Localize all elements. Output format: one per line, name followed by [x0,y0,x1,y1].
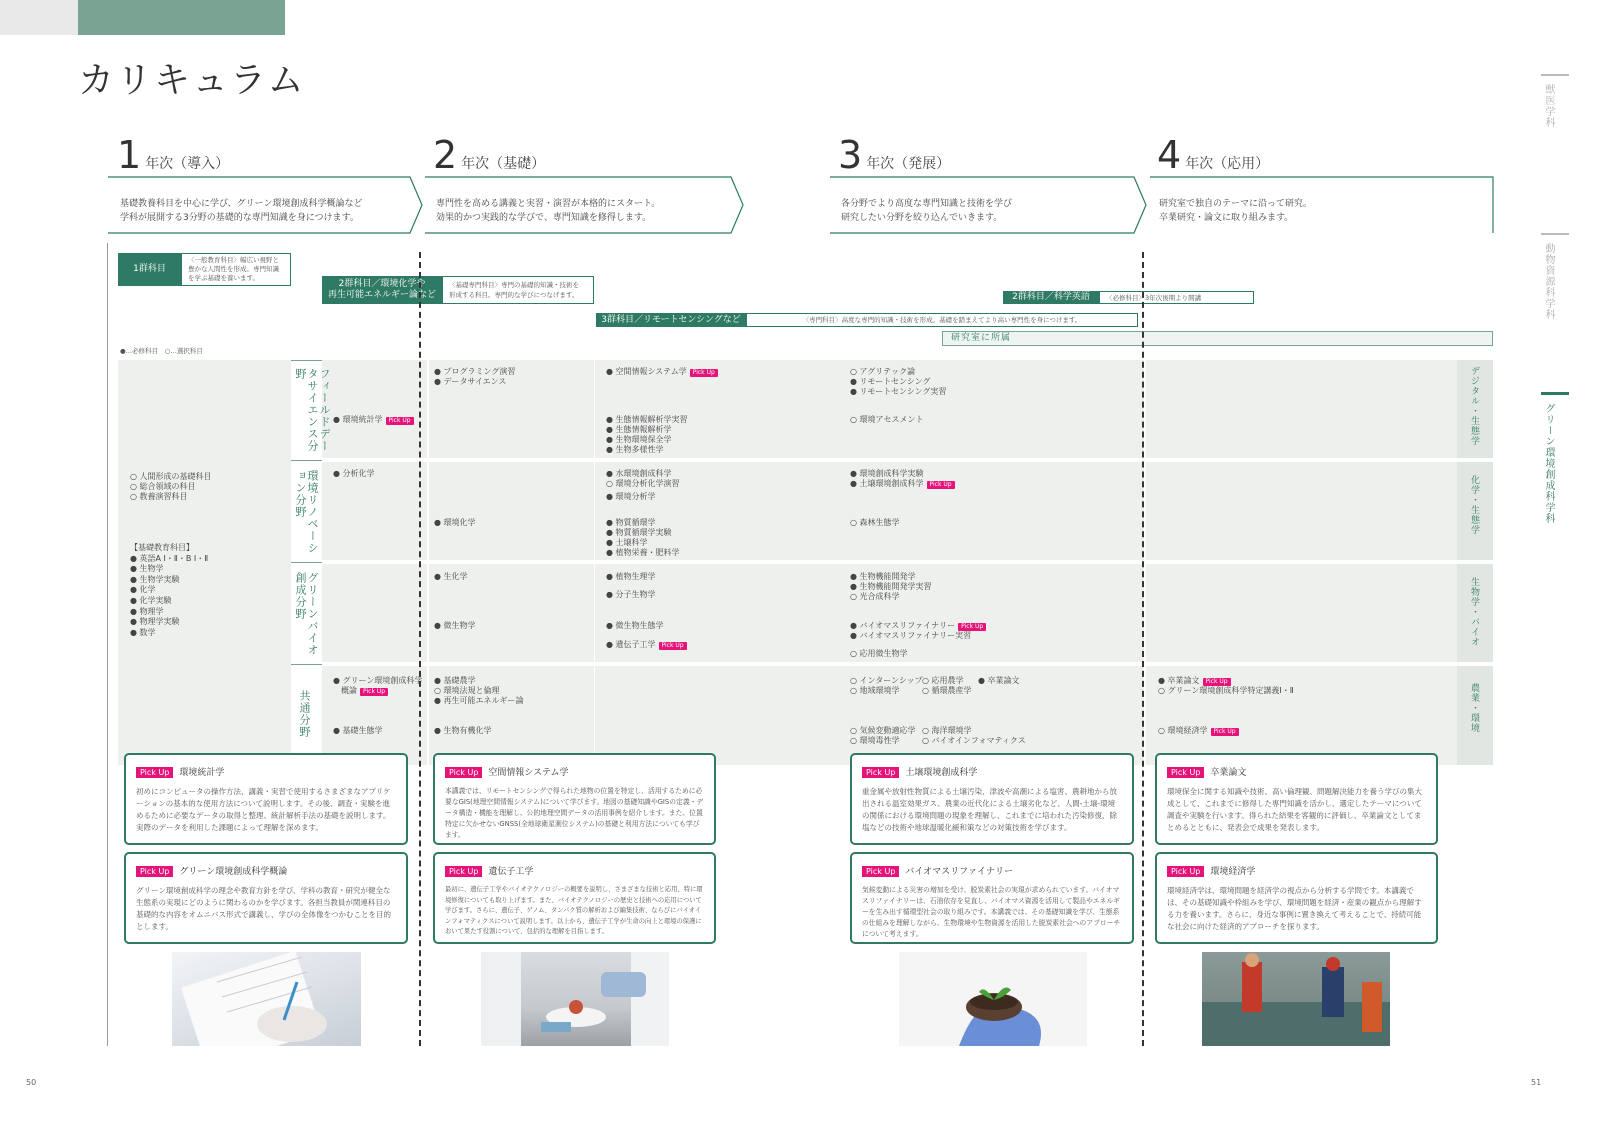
r2-y3a: ● 水環境創成科学 ○ 環境分析化学演習 [606,469,680,488]
pickup-badge: Pick Up [386,417,414,425]
r1-y3a: ● 空間情報システム学 Pick Up [606,367,718,377]
r2-y1: ● 分析化学 [333,469,375,478]
field-rule-2 [291,460,322,461]
year-1-desc: 基礎教養科目を中心に学び、グリーン環境創成科学概論など 学科が展開する3分野の基礎的な専門知識を身につけます。 [120,199,363,223]
r4-y2a: ● 基礎農学 ○ 環境法規と倫理 ● 再生可能エネルギー論 [434,676,524,705]
side-tab-rule-3 [1541,392,1569,395]
band-g2b-desc: 〈必修科目〉3年次後期より開講 [1099,291,1254,304]
year-1-heading: 1 年次（導入） [117,133,230,177]
r3-y3a2: ● 分子生物学 [606,590,656,599]
field-rule-4 [291,664,322,665]
pickup-badge: Pick Up [1211,728,1239,736]
r4-y3d2: ○ 海洋環境学 ○ バイオインフォマティクス [922,726,1026,745]
year-4-heading: 4 年次（応用） [1157,133,1270,177]
side-tab-green[interactable]: グリーン環境創成科学科 [1543,403,1554,524]
header-bar-accent [78,0,285,35]
pickup-badge: Pick Up [659,642,687,650]
right-tag-4: 農業・環境 [1469,683,1479,733]
right-tag-2: 化学・生態学 [1469,475,1479,535]
band-g2b-label: 2群科目／科学英語 [1003,291,1099,304]
pickup-card-thesis: Pick Up 卒業論文 環境保全に関する知識や技術、高い倫理観、問題解決能力を養う学びの集大成として、これまでに修得した専門知識を活かし、選定したテーマについて調査や実験を行います。得られた結果を客観的に評価し、卒業論文としてまとめるとともに、発表会で成果を発表します。 [1155,753,1438,845]
pickup-badge: Pick Up [690,369,718,377]
r2-y3b: ● 物質循環学 ● 物質循環学実験 ● 土壌科学 ● 植物栄養・肥料学 [606,518,680,557]
r2-y2b: ● 環境化学 [434,518,476,527]
field-rule-1 [291,360,322,361]
col-divider-a [594,360,595,765]
photo-seedling-art [899,952,1087,1046]
r3-y3a: ● 植物生理学 [606,572,656,581]
side-tab-animal[interactable]: 動物資源科学科 [1543,243,1554,320]
page-number-right: 51 [1531,1078,1542,1087]
pickup-badge: Pick Up [958,623,986,631]
band-g2-label: 2群科目／環境化学や 再生可能エネルギー論など [322,276,442,304]
divider-year-3-4 [1142,252,1144,1046]
r3-y3d: ● バイオマスリファイナリー Pick Up ● バイオマスリファイナリー実習 [850,621,986,641]
r3-y2b: ● 微生物学 [434,621,476,630]
r2-y3c: ● 環境創成科学実験 ● 土壌環境創成科学 Pick Up [850,469,955,489]
band-g3-label: 3群科目／リモートセンシングなど [596,313,746,327]
col-divider-b [427,360,429,765]
photo-seedling [899,952,1087,1046]
year-4-desc: 研究室で独自のテーマに沿って研究。 卒業研究・論文に取り組みます。 [1159,199,1313,223]
page-number-left: 50 [26,1078,37,1087]
pickup-badge: Pick Up [927,481,955,489]
r1-y3b: ● 生態情報解析学実習 ● 生態情報解析学 ● 生物環境保全学 ● 生物多様性学 [606,415,688,454]
pickup-badge: Pick Up [360,688,388,696]
r1-y2a: ● プログラミング演習 ● データサイエンス [434,367,516,386]
r1-y1: ● 環境統計学 Pick Up [333,415,414,425]
year-2-desc: 専門性を高める講義と実習・演習が本格的にスタート。 効果的かつ実践的な学びで、専門知識を修得します。 [436,199,661,223]
band-g2-desc: 〈基礎専門科目〉専門の基礎的知識・技術を 形成する科目。専門的な学びにつなげます。 [442,276,594,304]
photo-writing-art [172,952,361,1046]
pickup-card-gis: Pick Up 空間情報システム学 本講義では、リモートセンシングで得られた地物の位置を特定し、活用するために必要なGIS(地理空間情報システム)について学びます。地図の基礎知識やGISの定義・データ構造・機能を理解し、公的地理空間データの活用事例を紹介します。また、位置特定に欠かせないGNSS(全地球衛星測位システム)の基礎と利用方法についても学びます。 [433,753,716,845]
band-g3-desc: 〈専門科目〉高度な専門的知識・技術を形成。基礎を踏まえてより高い専門性を身につけます。 [746,313,1138,327]
r2-y3a2: ● 環境分析学 [606,492,656,501]
r3-y3c: ● 生物機能開発学 ● 生物機能開発学実習 ○ 光合成科学 [850,572,932,601]
field-name-fds: フィールドデータサイエンス分野 [294,368,331,452]
right-tag-3: 生物学・バイオ [1469,577,1479,647]
r4-y3c3: ● 卒業論文 [978,676,1020,685]
band-g1-desc: 〈一般教育科目〉幅広い視野と 豊かな人間性を形成。専門知識 を学ぶ基礎を養います。 [181,253,291,286]
photo-lab [481,952,669,1046]
page-title: カリキュラム [78,60,306,101]
pickup-badge: Pick Up [1203,678,1231,686]
photo-field [1202,952,1390,1046]
r4-y3c2: ○ 応用農学 ○ 循環農産学 [922,676,972,695]
r3-y2a: ● 生化学 [434,572,468,581]
col1-basic: 【基礎教育科目】 ● 英語A Ⅰ・Ⅱ・B Ⅰ・Ⅱ ● 生物学 ● 生物学実験 ● 化学 ● 化学実験 ● 物理学 ● 物理学実験 ● 数学 [130,543,209,637]
right-tag-1: デジタル・生態学 [1469,366,1479,446]
side-tab-rule-1 [1541,74,1569,76]
r4-y4a: ● 卒業論文 Pick Up ○ グリーン環境創成科学特定講義Ⅰ・Ⅱ [1158,676,1294,695]
field-rule-3 [291,562,322,563]
photo-lab-art [481,952,669,1046]
col-divider-c [1144,360,1146,765]
side-tab-vet[interactable]: 獣医学科 [1543,84,1554,128]
pickup-card-env-stats: Pick Up 環境統計学 初めにコンピュータの操作方法、講義・実習で使用するさまざまなアプリケーションの基本的な使用方法について説明します。その後、調査・実験を進めるために必要なデータの取得と整理、統計解析手法の基礎を説明します。実際のデータを利用した課題によって理解を深めます。 [124,753,408,845]
r4-y3d: ○ 気候変動適応学 ○ 環境毒性学 [850,726,916,745]
photo-writing [172,952,361,1046]
r4-y4b: ○ 環境経済学 Pick Up [1158,726,1239,736]
field-name-common: 共通分野 [298,690,311,738]
r1-y3c: ○ アグリテック論 ● リモートセンシング ● リモートセンシング実習 [850,367,947,396]
divider-year-1-2 [419,252,421,1046]
band-g1-label: 1群科目 [118,253,181,286]
header-bar-light [0,0,78,35]
pickup-card-intro: Pick Up グリーン環境創成科学概論 グリーン環境創成科学の理念や教育方針を学び、学科の教育・研究が健全な生態系の実現にどのように関わるのかを学びます。各担当教員が関連科目の基礎的な内容をオムニバス形式で講義し、学びの全体像をつかむことを目的とします。 [124,852,408,944]
left-rule [107,243,108,1046]
pickup-card-econ: Pick Up 環境経済学 環境経済学は、環境問題を経済学の視点から分析する学問です。本講義では、その基礎知識や枠組みを学び、環境問題を経済・産業の観点から理解する力を養います。さらに、身近な事例に置き換えて考えることで、持続可能な社会に向けた経済的アプローチを探ります。 [1155,852,1438,944]
r4-y3c: ○ インターンシップ ○ 地域環境学 [850,676,923,695]
pickup-card-soil: Pick Up 土壌環境創成科学 重金属や放射性物質による土壌汚染、津波や高潮による塩害、農耕地から放出される温室効果ガス、農業の近代化による土壌劣化など、人間-土壌-環境の関係における環境問題の現象を理解し、これまでに培われた汚染修復、除塩などの技術や地球温暖化緩和策などの対策技術を学びます。 [850,753,1134,845]
pickup-card-genetic: Pick Up 遺伝子工学 最初に、遺伝子工学やバイオテクノロジーの概要を説明し、さまざまな技術と応用、特に環境修復についても取り上げます。また、バイオテクノロジーの歴史と技術への応用について学びます。さらに、遺伝子、ゲノム、タンパク質の解析および編集技術、ならびにバイオインフォマティクスについて説明します。以上から、遺伝子工学が生命の向上と環境の保護において果たす役割について、包括的な理解を目指します。 [433,852,716,944]
r3-y3e: ○ 応用微生物学 [850,649,908,658]
pickup-card-biomass: Pick Up バイオマスリファイナリー 気候変動による災害の増加を受け、脱炭素社会の実現が求められています。バイオマスリファイナリーは、石油依存を見直し、バイオマス資源を活用して製品やエネルギーを生み出す循環型社会の取り組みです。本講義では、その基礎知識を学び、生態系の仕組みを理解しながら、生物環境や生物資源を活用した脱炭素社会へのアプローチについて考えます。 [850,852,1134,944]
r3-y3b2: ● 遺伝子工学 Pick Up [606,640,687,650]
year-2-heading: 2 年次（基礎） [433,133,546,177]
legend: ●…必修科目 ○…選択科目 [120,347,203,355]
band-lab: 研究室に所属 [942,331,1493,346]
r1-y3d: ○ 環境アセスメント [850,415,924,424]
r4-y2b: ● 生物有機化学 [434,726,492,735]
field-name-renov: 環境リノベーション分野 [294,470,319,554]
field-name-bio: グリーンバイオ創成分野 [294,572,319,656]
r4-y1a: ● グリーン環境創成科学 概論 Pick Up [333,676,423,695]
r2-y3d: ○ 森林生態学 [850,518,900,527]
r3-y3b: ● 微生物生態学 [606,621,664,630]
r4-y1b: ● 基礎生態学 [333,726,383,735]
col1-general: ○ 人間形成の基礎科目 ○ 総合領域の科目 ○ 教養演習科目 [130,472,212,501]
year-3-heading: 3 年次（発展） [838,133,951,177]
photo-field-art [1202,952,1390,1046]
year-3-desc: 各分野でより高度な専門知識と技術を学び 研究したい分野を絞り込んでいきます。 [841,199,1013,223]
